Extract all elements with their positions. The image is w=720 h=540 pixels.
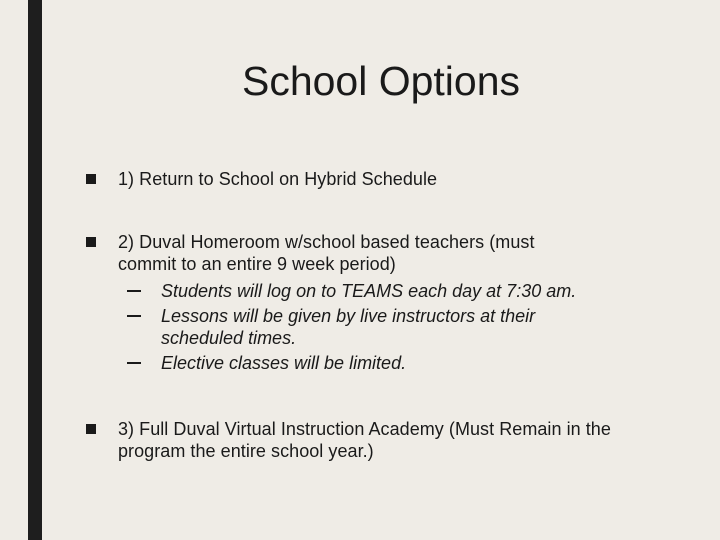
dash-bullet-icon [127,315,141,317]
slide-title: School Options [241,58,521,104]
bullet-text: 2) Duval Homeroom w/school based teachers (must commit to an entire 9 week period) [118,232,535,274]
sub-item-text: Elective classes will be limited. [161,353,407,373]
square-bullet-icon [86,424,96,434]
bullet-text: 3) Full Duval Virtual Instruction Academy (Must Remain in the program the entire school year.) [118,419,611,461]
dash-bullet-icon [127,362,141,364]
dash-bullet-icon [127,290,141,292]
square-bullet-icon [86,237,96,247]
slide-side-bar [28,0,42,540]
bullet-text: 1) Return to School on Hybrid Schedule [118,169,438,189]
sub-item-text: Students will log on to TEAMS each day at 7:30 am. [161,281,577,301]
square-bullet-icon [86,174,96,184]
sub-item-text: Lessons will be given by live instructors at their scheduled times. [161,306,536,348]
